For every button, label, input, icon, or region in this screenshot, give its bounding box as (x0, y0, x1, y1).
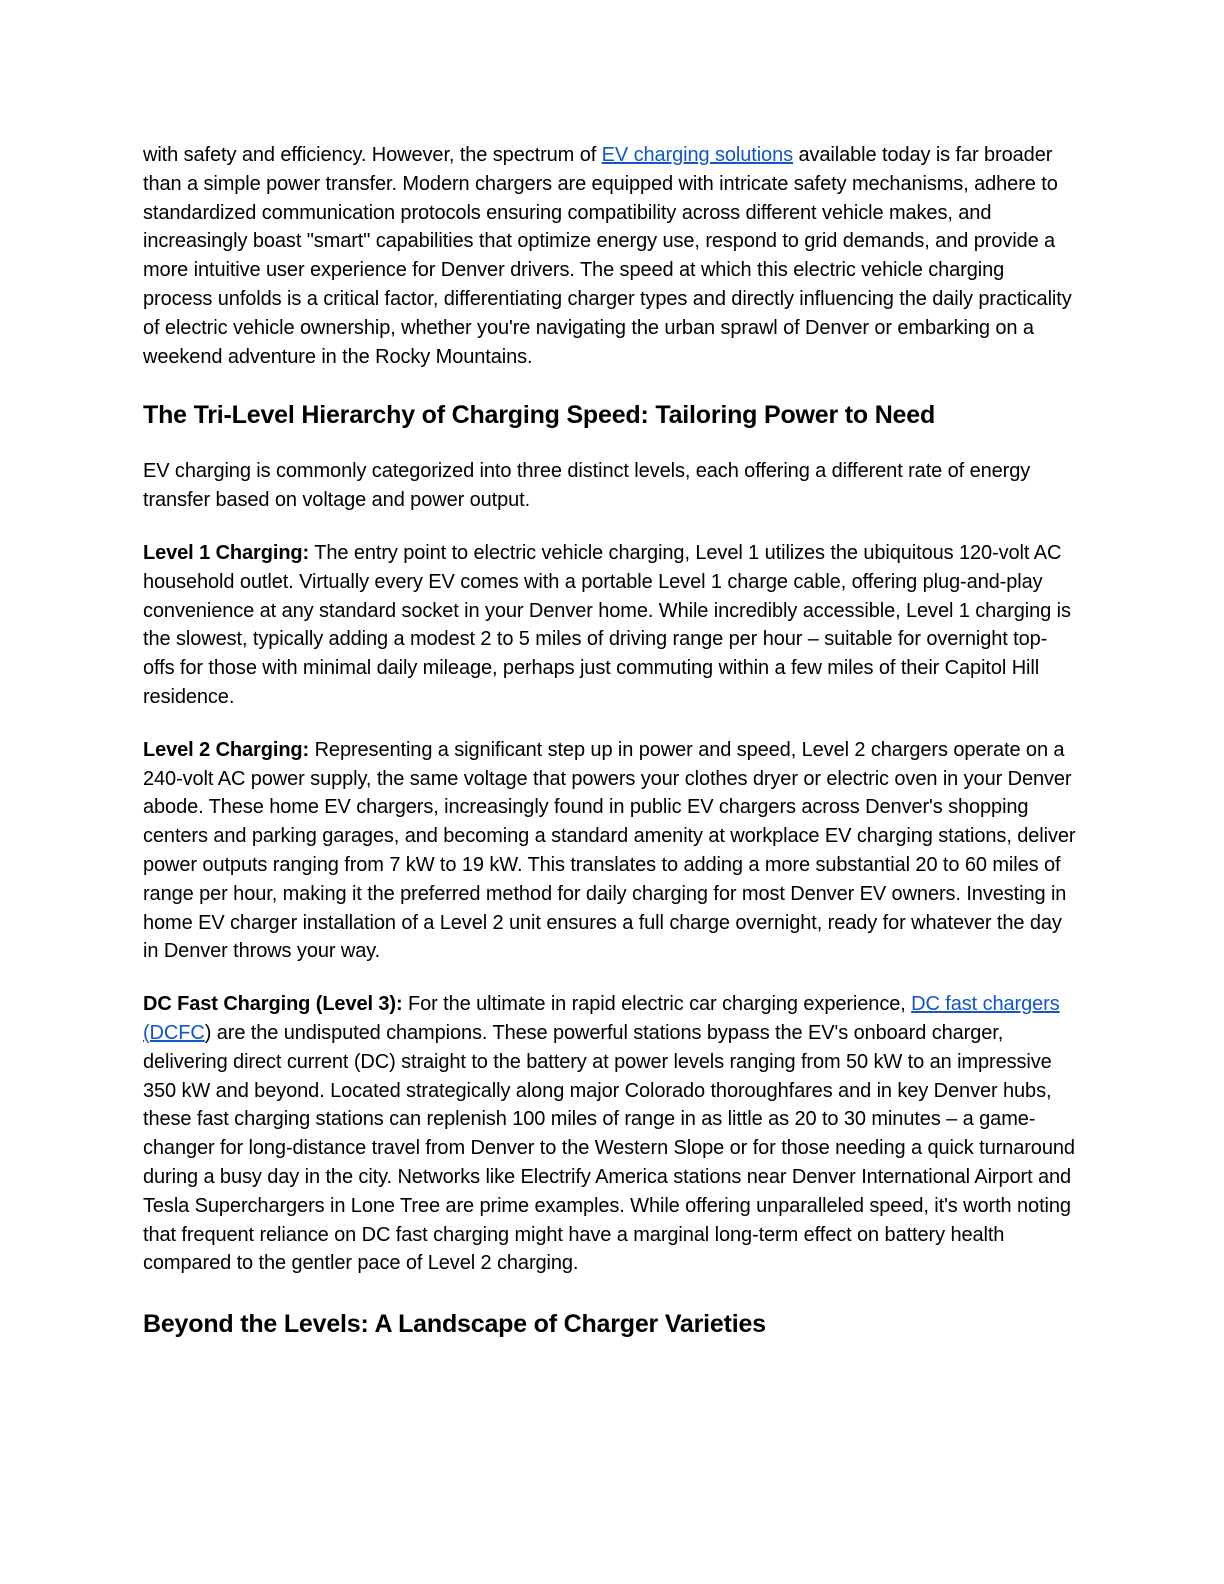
dc-fast-text-before-link: For the ultimate in rapid electric car charging experience, (402, 993, 912, 1016)
level1-paragraph (143, 539, 1078, 712)
section-heading-beyond-levels: Beyond the Levels: A Landscape of Charger Varieties (143, 1310, 766, 1339)
levels-intro-paragraph: EV charging is commonly categorized into three distinct levels, each offering a different rate of energy transfer based on voltage and power output. (143, 460, 1031, 512)
intro-text-before-link: with safety and efficiency. However, the spectrum of (143, 144, 602, 166)
intro-text-after-link: available today is far broader than a simple power transfer. Modern chargers are equipped with intricate safety mechanisms, adhere to standardized communication protocols ensuring compatibility across different vehicle makes, and increasingly boast "smart" capabilities that optimize energy use, respond to grid demands, and provide a more intuitive user experience for Denver drivers. The speed at which this electric vehicle charging process unfolds is a critical factor, differentiating charger types and directly influencing the daily practicality of electric vehicle ownership, whether you're navigating the urban sprawl of Denver or embarking on a weekend adventure in the Rocky Mountains. (143, 144, 1072, 368)
level1-text: The entry point to electric vehicle charging, Level 1 utilizes the ubiquitous 120-volt AC household outlet. Virtually every EV comes with a portable Level 1 charge cable, offering plug-and-play convenience at any standard socket in your Denver home. While incredibly accessible, Level 1 charging is the slowest, typically adding a modest 2 to 5 miles of driving range per hour – suitable for overnight top-offs for those with minimal daily mileage, perhaps just commuting within a few miles of their Capitol Hill residence. (143, 541, 1071, 708)
ev-charging-solutions-link[interactable]: EV charging solutions (601, 144, 793, 166)
level2-label: Level 2 Charging: (143, 738, 310, 761)
level1-label: Level 1 Charging: (143, 541, 310, 564)
intro-paragraph (143, 141, 1078, 371)
dc-fast-paragraph (143, 990, 1078, 1278)
level2-text: Representing a significant step up in power and speed, Level 2 chargers operate on a 240-volt AC power supply, the same voltage that powers your clothes dryer or electric oven in your Denver abode. These home EV chargers, increasingly found in public EV chargers across Denver's shopping centers and parking garages, and becoming a standard amenity at workplace EV charging stations, deliver power outputs ranging from 7 kW to 19 kW. This translates to adding a more substantial 20 to 60 miles of range per hour, making it the preferred method for daily charging for most Denver EV owners. Investing in home EV charger installation of a Level 2 unit ensures a full charge overnight, ready for whatever the day in Denver throws your way. (143, 738, 1076, 963)
dc-fast-text-after-link: ) are the undisputed champions. These powerful stations bypass the EV's onboard charger, delivering direct current (DC) straight to the battery at power levels ranging from 50 kW to an impressive 350 kW and beyond. Located strategically along major Colorado thoroughfares and in key Denver hubs, these fast charging stations can replenish 100 miles of range in as little as 20 to 30 minutes – a game-changer for long-distance travel from Denver to the Western Slope or for those needing a quick turnaround during a busy day in the city. Networks like Electrify America stations near Denver International Airport and Tesla Superchargers in Lone Tree are prime examples. While offering unparalleled speed, it's worth noting that frequent reliance on DC fast charging might have a marginal long-term effect on battery health compared to the gentler pace of Level 2 charging. (143, 1021, 1075, 1275)
document-page (143, 141, 1078, 1340)
dc-fast-chargers-link[interactable]: DC fast chargers (DCFC (143, 993, 1060, 1044)
dc-fast-label: DC Fast Charging (Level 3): (143, 993, 403, 1016)
section-heading-tri-level: The Tri-Level Hierarchy of Charging Speed: Tailoring Power to Need (143, 401, 936, 430)
level2-paragraph (143, 736, 1078, 966)
